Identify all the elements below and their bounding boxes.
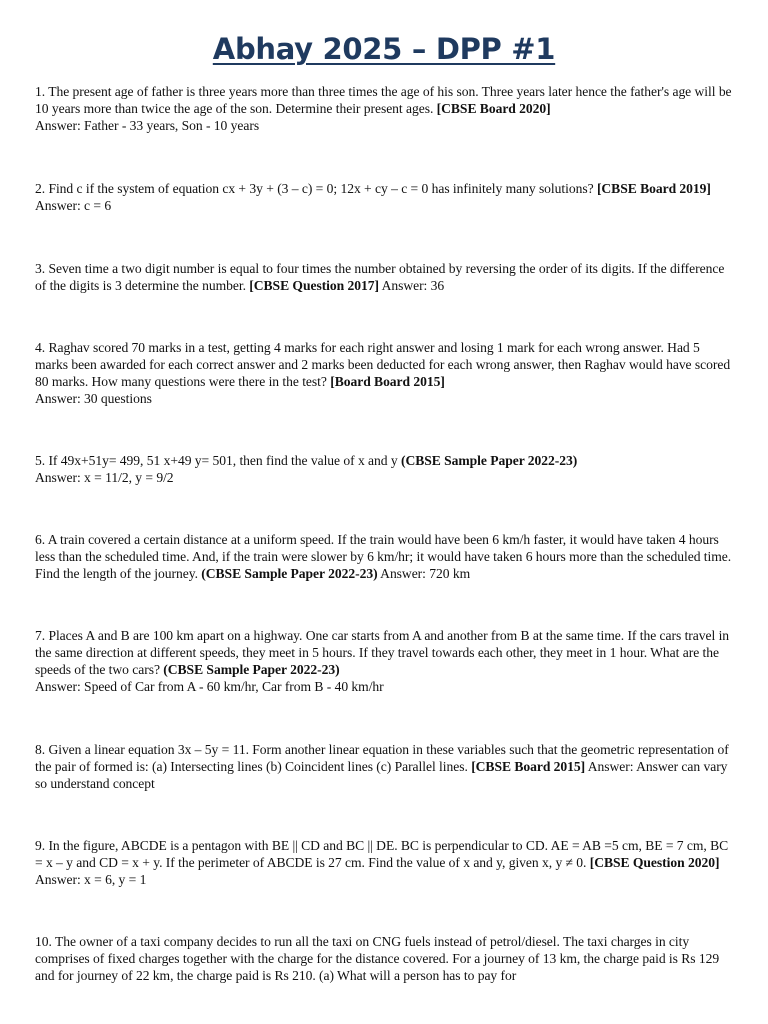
question-2: [35, 180, 735, 214]
question-text: 9. In the figure, ABCDE is a pentagon with BE || CD and BC || DE. BC is perpendicular to CD. AE = AB =5 cm, BE = 7 cm, BC = x – y and CD = x + y. If the perimeter of ABCDE is 27 cm. Find the value of x and y, given x, y ≠ 0.: [35, 838, 729, 870]
question-answer: Answer: 36: [381, 278, 445, 293]
question-text: 1. The present age of father is three years more than three times the age of his son. Three years later hence the father's age will be 10 years more than twice the age of the son. Determine their present ages.: [35, 84, 732, 116]
question-answer: Answer: Father - 33 years, Son - 10 years: [35, 118, 260, 133]
question-answer: Answer: Answer can vary so understand concept: [35, 759, 728, 791]
question-9: [35, 837, 735, 888]
question-answer: Answer: x = 6, y = 1: [35, 872, 147, 887]
question-8: [35, 741, 735, 792]
question-source: (CBSE Sample Paper 2022-23): [201, 566, 378, 581]
question-source: (CBSE Sample Paper 2022-23): [163, 662, 340, 677]
question-source: [CBSE Question 2017]: [249, 278, 379, 293]
question-answer: Answer: 720 km: [380, 566, 471, 581]
question-source: [CBSE Board 2019]: [596, 181, 711, 196]
question-source: [CBSE Board 2020]: [436, 101, 551, 116]
question-text: 10. The owner of a taxi company decides to run all the taxi on CNG fuels instead of petrol/diesel. The taxi charges in city comprises of fixed charges together with the charge for the distance covered. For a journey of 13 km, the charge paid is Rs 129 and for journey of 22 km, the charge paid is Rs 210. (a) What will a person has to pay for: [35, 934, 720, 983]
question-1: [35, 83, 735, 134]
question-text: 6. A train covered a certain distance at a uniform speed. If the train would have been 6 km/h faster, it would have taken 4 hours less than the scheduled time. And, if the train were slower by 6 km/hr; it would have taken 6 hours more than the scheduled time. Find the length of the journey.: [35, 532, 732, 581]
question-6: [35, 531, 735, 582]
question-5: [35, 452, 735, 486]
question-answer: Answer: Speed of Car from A - 60 km/hr, Car from B - 40 km/hr: [35, 679, 384, 694]
question-text: 3. Seven time a two digit number is equal to four times the number obtained by reversing the order of its digits. If the difference of the digits is 3 determine the number.: [35, 261, 725, 293]
question-4: [35, 339, 735, 407]
question-answer: Answer: c = 6: [35, 198, 112, 213]
question-10: [35, 933, 735, 984]
page-title-text: Abhay 2025 – DPP #1: [212, 32, 556, 66]
question-answer: Answer: 30 questions: [35, 391, 152, 406]
question-source: (CBSE Sample Paper 2022-23): [400, 453, 578, 468]
question-text: 2. Find c if the system of equation cx + 3y + (3 – c) = 0; 12x + cy – c = 0 has infinitely many solutions?: [35, 181, 594, 196]
question-7: [35, 627, 735, 695]
question-answer: Answer: x = 11/2, y = 9/2: [35, 470, 174, 485]
question-text: 7. Places A and B are 100 km apart on a highway. One car starts from A and another from B at the same time. If the cars travel in the same direction at different speeds, they meet in 5 hours. If they travel towards each other, they meet in 1 hour. What are the speeds of the two cars?: [35, 628, 730, 677]
question-text: 4. Raghav scored 70 marks in a test, getting 4 marks for each right answer and losing 1 mark for each wrong answer. Had 5 marks been awarded for each correct answer and 2 marks been deducted for each wrong answer, then Raghav would have scored 80 marks. How many questions were there in the test?: [35, 340, 731, 389]
page-title: [0, 32, 768, 66]
question-source: [CBSE Question 2020]: [589, 855, 720, 870]
question-3: [35, 260, 735, 294]
question-text: 5. If 49x+51y= 499, 51 x+49 y= 501, then find the value of x and y: [35, 453, 398, 468]
question-source: [Board Board 2015]: [330, 374, 445, 389]
question-text: 8. Given a linear equation 3x – 5y = 11. Form another linear equation in these variables such that the geometric representation of the pair of formed is: (a) Intersecting lines (b) Coincident lines (c) Parallel lines.: [35, 742, 729, 774]
question-source: [CBSE Board 2015]: [471, 759, 586, 774]
